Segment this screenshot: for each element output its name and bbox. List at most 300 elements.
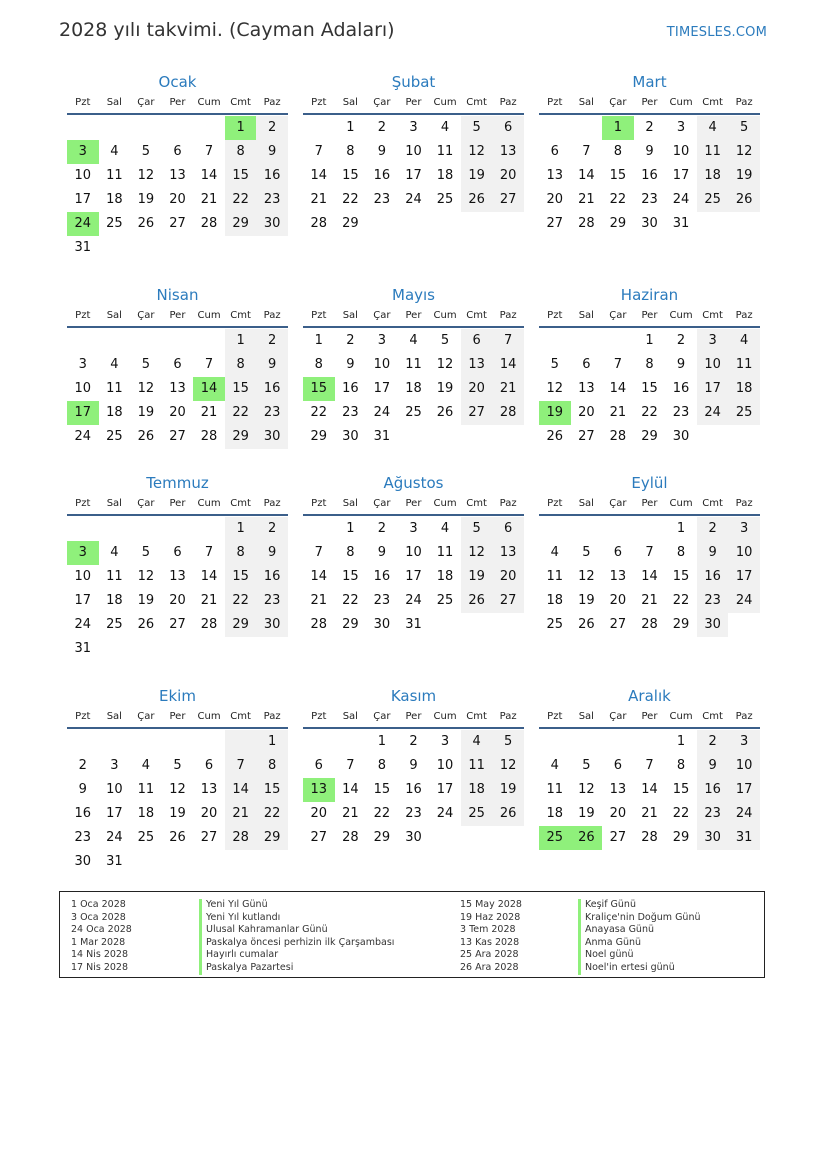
day-cell: 8 [225,541,257,565]
month-4 [67,284,288,449]
day-cell: 31 [672,216,690,231]
day-cell: 4 [461,730,493,754]
month-11 [303,685,524,850]
weekday-label: Pzt [311,310,327,321]
weekday-label: Cmt [702,498,723,509]
weekday-label: Çar [373,97,391,108]
day-cell: 19 [578,806,595,821]
day-cell: 9 [697,754,729,778]
day-cell: 18 [137,806,155,821]
day-cell: 13 [609,569,627,584]
day-cell: 27 [492,188,524,212]
weekday-label: Cmt [702,711,723,722]
day-cell: 30 [672,429,690,444]
legend-holiday-name: Noel günü [578,949,634,962]
day-cell: 20 [578,405,595,420]
empty-cell [571,116,603,140]
day-cell: 29 [609,216,627,231]
day-cell: 26 [137,429,155,444]
day-cell: 15 [672,782,690,797]
day-cell: 12 [137,168,155,183]
weekday-label: Sal [106,498,122,509]
day-cell: 12 [137,569,155,584]
day-cell: 6 [173,357,182,372]
day-cell: 16 [697,778,729,802]
day-cell: 9 [645,144,654,159]
day-cell: 11 [106,168,123,183]
day-grid [539,329,760,449]
day-cell: 9 [256,140,288,164]
empty-cell [634,517,666,541]
day-cell: 9 [256,353,288,377]
month-name: Şubat [391,73,436,91]
legend-holiday-name: Yeni Yıl kutlandı [199,912,280,925]
day-cell: 6 [173,144,182,159]
day-cell: 4 [440,120,450,135]
holiday-day-cell: 15 [303,377,335,401]
day-cell: 22 [310,405,328,420]
day-cell: 5 [440,333,450,348]
day-cell: 21 [609,405,627,420]
weekday-label: Pzt [75,711,91,722]
day-cell: 14 [342,782,359,797]
day-cell: 13 [461,353,493,377]
day-cell: 22 [225,401,257,425]
empty-cell [193,329,225,353]
day-cell: 19 [436,381,454,396]
weekday-label: Per [405,97,422,108]
day-cell: 28 [641,830,658,845]
empty-cell [571,517,603,541]
weekday-label: Per [405,498,422,509]
month-name: Ekim [159,687,196,705]
day-cell: 20 [461,377,493,401]
day-cell: 18 [405,381,422,396]
day-cell: 5 [141,357,151,372]
day-cell: 7 [314,144,323,159]
empty-cell [335,730,367,754]
day-cell: 31 [106,854,123,869]
weekday-label: Cum [197,498,221,509]
day-cell: 1 [256,730,288,754]
weekday-label: Paz [499,711,517,722]
month-7 [67,472,288,661]
day-cell: 15 [225,164,257,188]
day-cell: 13 [169,569,186,584]
legend-holiday-name: Kraliçe'nin Doğum Günü [578,912,701,925]
day-cell: 6 [582,357,591,372]
empty-cell [67,116,99,140]
day-cell: 30 [373,617,391,632]
day-cell: 16 [697,565,729,589]
month-name: Ocak [158,73,197,91]
empty-cell [303,517,335,541]
empty-cell [571,730,603,754]
weekday-label: Paz [735,310,753,321]
weekday-label: Sal [342,498,358,509]
day-cell: 22 [225,589,257,613]
day-cell: 12 [546,381,564,396]
day-cell: 23 [672,405,690,420]
day-cell: 21 [200,192,218,207]
day-cell: 26 [169,830,186,845]
day-cell: 31 [74,641,92,656]
day-cell: 28 [609,429,627,444]
day-cell: 8 [314,357,323,372]
day-cell: 20 [169,192,186,207]
day-cell: 3 [409,120,418,135]
day-cell: 8 [676,758,686,773]
holiday-day-cell: 24 [67,212,99,236]
legend-date: 19 Haz 2028 [460,911,521,923]
day-cell: 4 [110,545,119,560]
day-grid [303,730,524,850]
day-cell: 16 [256,377,288,401]
day-grid [539,116,760,236]
legend-date: 25 Ara 2028 [460,949,519,961]
empty-cell [67,730,99,754]
day-cell: 21 [578,192,595,207]
day-cell: 21 [200,593,218,608]
weekday-label: Paz [735,711,753,722]
day-cell: 21 [310,593,328,608]
day-cell: 9 [409,758,418,773]
day-cell: 25 [106,429,123,444]
day-grid [539,517,760,637]
empty-cell [193,116,225,140]
day-cell: 4 [440,521,450,536]
day-cell: 20 [546,192,564,207]
day-cell: 15 [225,377,257,401]
month-9 [539,472,760,637]
day-cell: 13 [169,168,186,183]
day-cell: 1 [346,521,355,536]
day-cell: 28 [342,830,359,845]
day-cell: 21 [641,806,658,821]
weekday-label: Çar [137,711,155,722]
weekday-label: Pzt [547,711,563,722]
day-cell: 18 [697,164,729,188]
day-cell: 17 [436,782,454,797]
day-cell: 1 [645,333,654,348]
holiday-day-cell: 1 [602,116,634,140]
day-cell: 10 [672,144,690,159]
day-cell: 19 [137,405,155,420]
day-cell: 15 [342,569,359,584]
weekday-label: Per [169,97,186,108]
weekday-label: Per [169,310,186,321]
day-cell: 8 [225,140,257,164]
empty-cell [162,116,194,140]
day-cell: 26 [137,617,155,632]
day-cell: 3 [377,333,387,348]
day-cell: 20 [169,405,186,420]
day-cell: 16 [256,565,288,589]
day-cell: 24 [728,589,760,613]
day-cell: 12 [137,381,155,396]
weekday-label: Cmt [230,310,251,321]
empty-cell [130,730,162,754]
day-cell: 2 [676,333,686,348]
day-cell: 28 [200,216,218,231]
day-cell: 23 [256,188,288,212]
day-cell: 3 [409,521,418,536]
day-cell: 26 [461,589,493,613]
day-cell: 30 [697,613,729,637]
day-cell: 3 [110,758,119,773]
legend-date: 13 Kas 2028 [460,936,520,948]
legend-holiday-name: Ulusal Kahramanlar Günü [199,924,328,937]
day-cell: 17 [405,569,422,584]
weekday-label: Çar [609,498,627,509]
day-cell: 15 [342,168,359,183]
day-cell: 5 [461,116,493,140]
day-cell: 2 [377,120,387,135]
day-cell: 29 [672,617,690,632]
day-cell: 24 [106,830,123,845]
legend-date: 26 Ara 2028 [460,962,519,973]
month-2 [303,71,524,236]
day-cell: 30 [256,613,288,637]
day-cell: 9 [256,541,288,565]
day-cell: 11 [436,545,454,560]
day-cell: 2 [256,517,288,541]
weekday-label: Cum [669,498,693,509]
day-cell: 3 [78,357,87,372]
day-grid [67,730,288,874]
day-grid [303,517,524,637]
day-cell: 21 [492,377,524,401]
empty-cell [602,730,634,754]
empty-cell [99,116,131,140]
day-cell: 20 [492,164,524,188]
day-grid [303,116,524,236]
empty-cell [99,730,131,754]
day-cell: 19 [492,778,524,802]
month-6 [539,284,760,449]
day-cell: 26 [436,405,454,420]
empty-cell [99,329,131,353]
day-cell: 20 [492,565,524,589]
empty-cell [67,517,99,541]
day-cell: 5 [582,545,591,560]
day-cell: 28 [310,617,328,632]
day-cell: 14 [200,569,218,584]
day-cell: 9 [676,357,686,372]
day-cell: 19 [578,593,595,608]
day-cell: 18 [546,806,564,821]
day-cell: 19 [461,565,493,589]
empty-cell [225,730,257,754]
day-cell: 6 [204,758,214,773]
day-cell: 23 [74,830,92,845]
day-cell: 3 [676,120,686,135]
day-cell: 23 [256,589,288,613]
day-cell: 27 [492,589,524,613]
day-cell: 11 [697,140,729,164]
weekday-header [67,306,288,328]
weekday-label: Sal [106,310,122,321]
day-cell: 22 [609,192,627,207]
day-cell: 30 [697,826,729,850]
day-cell: 16 [641,168,658,183]
weekday-label: Per [169,711,186,722]
day-cell: 21 [310,192,328,207]
day-cell: 20 [609,806,627,821]
day-cell: 8 [377,758,387,773]
day-cell: 2 [645,120,654,135]
legend-date: 14 Nis 2028 [71,949,128,961]
day-cell: 23 [256,401,288,425]
day-cell: 23 [697,589,729,613]
month-name: Eylül [631,474,668,492]
day-cell: 3 [697,329,729,353]
day-cell: 2 [697,517,729,541]
empty-cell [303,116,335,140]
weekday-header [539,93,760,115]
day-cell: 12 [728,140,760,164]
day-cell: 23 [405,806,422,821]
empty-cell [634,730,666,754]
day-cell: 29 [225,425,257,449]
day-cell: 18 [106,405,123,420]
day-cell: 22 [641,405,658,420]
brand-link[interactable]: TIMESLES.COM [666,25,767,40]
day-cell: 29 [225,613,257,637]
weekday-header [303,494,524,516]
day-cell: 12 [461,541,493,565]
day-cell: 25 [106,216,123,231]
legend-holiday-name: Anma Günü [578,937,641,950]
day-cell: 22 [672,806,690,821]
day-cell: 21 [641,593,658,608]
day-cell: 29 [373,830,391,845]
weekday-label: Çar [609,310,627,321]
day-cell: 20 [200,806,218,821]
day-cell: 17 [405,168,422,183]
day-cell: 6 [550,144,559,159]
day-cell: 26 [728,188,760,212]
weekday-label: Cum [433,711,457,722]
day-cell: 2 [409,734,418,749]
day-cell: 7 [645,758,654,773]
day-cell: 10 [728,754,760,778]
day-cell: 22 [672,593,690,608]
day-cell: 21 [342,806,359,821]
legend-date: 1 Oca 2028 [71,899,126,910]
day-cell: 8 [225,353,257,377]
legend-date: 24 Oca 2028 [71,924,132,936]
day-cell: 6 [492,517,524,541]
day-cell: 17 [672,168,690,183]
weekday-label: Pzt [75,97,91,108]
day-cell: 19 [137,593,155,608]
day-cell: 7 [204,144,214,159]
day-cell: 26 [137,216,155,231]
holiday-day-cell: 3 [67,140,99,164]
weekday-label: Çar [609,97,627,108]
weekday-label: Per [641,97,658,108]
empty-cell [602,329,634,353]
day-cell: 30 [405,830,422,845]
weekday-header [303,707,524,729]
legend-date: 3 Tem 2028 [460,924,516,936]
month-5 [303,284,524,449]
day-cell: 7 [314,545,323,560]
page-title: 2028 yılı takvimi. (Cayman Adaları) [59,19,395,41]
day-cell: 11 [106,569,123,584]
weekday-label: Sal [342,711,358,722]
day-cell: 7 [346,758,355,773]
empty-cell [539,517,571,541]
day-cell: 1 [314,333,323,348]
day-cell: 10 [74,569,92,584]
weekday-label: Cum [197,711,221,722]
weekday-label: Cum [669,310,693,321]
day-cell: 13 [492,140,524,164]
weekday-label: Pzt [311,711,327,722]
day-cell: 19 [169,806,186,821]
day-cell: 12 [169,782,186,797]
day-cell: 21 [225,802,257,826]
day-cell: 15 [373,782,391,797]
holiday-day-cell: 13 [303,778,335,802]
month-name: Mart [632,73,667,91]
day-cell: 14 [609,381,627,396]
day-cell: 9 [697,541,729,565]
day-cell: 3 [728,517,760,541]
day-cell: 28 [578,216,595,231]
weekday-header [67,93,288,115]
day-cell: 24 [672,192,690,207]
empty-cell [539,730,571,754]
weekday-label: Çar [373,498,391,509]
day-cell: 10 [728,541,760,565]
day-cell: 28 [492,401,524,425]
day-cell: 11 [436,144,454,159]
weekday-label: Pzt [547,498,563,509]
day-cell: 7 [492,329,524,353]
day-cell: 6 [461,329,493,353]
legend-holiday-name: Anayasa Günü [578,924,654,937]
empty-cell [571,329,603,353]
day-cell: 25 [106,617,123,632]
day-cell: 8 [256,754,288,778]
day-cell: 21 [200,405,218,420]
day-cell: 23 [697,802,729,826]
day-cell: 30 [641,216,658,231]
day-cell: 12 [578,569,595,584]
day-cell: 31 [728,826,760,850]
day-cell: 30 [74,854,92,869]
month-name: Kasım [390,687,437,705]
day-cell: 22 [342,192,359,207]
day-cell: 13 [169,381,186,396]
weekday-label: Per [641,711,658,722]
weekday-label: Paz [735,498,753,509]
day-cell: 5 [550,357,559,372]
weekday-label: Sal [578,498,594,509]
day-cell: 8 [346,545,355,560]
day-cell: 25 [461,802,493,826]
day-cell: 17 [74,192,92,207]
day-cell: 2 [697,730,729,754]
day-cell: 24 [74,429,92,444]
day-cell: 27 [609,617,627,632]
day-cell: 11 [461,754,493,778]
day-cell: 27 [461,401,493,425]
holiday-day-cell: 3 [67,541,99,565]
